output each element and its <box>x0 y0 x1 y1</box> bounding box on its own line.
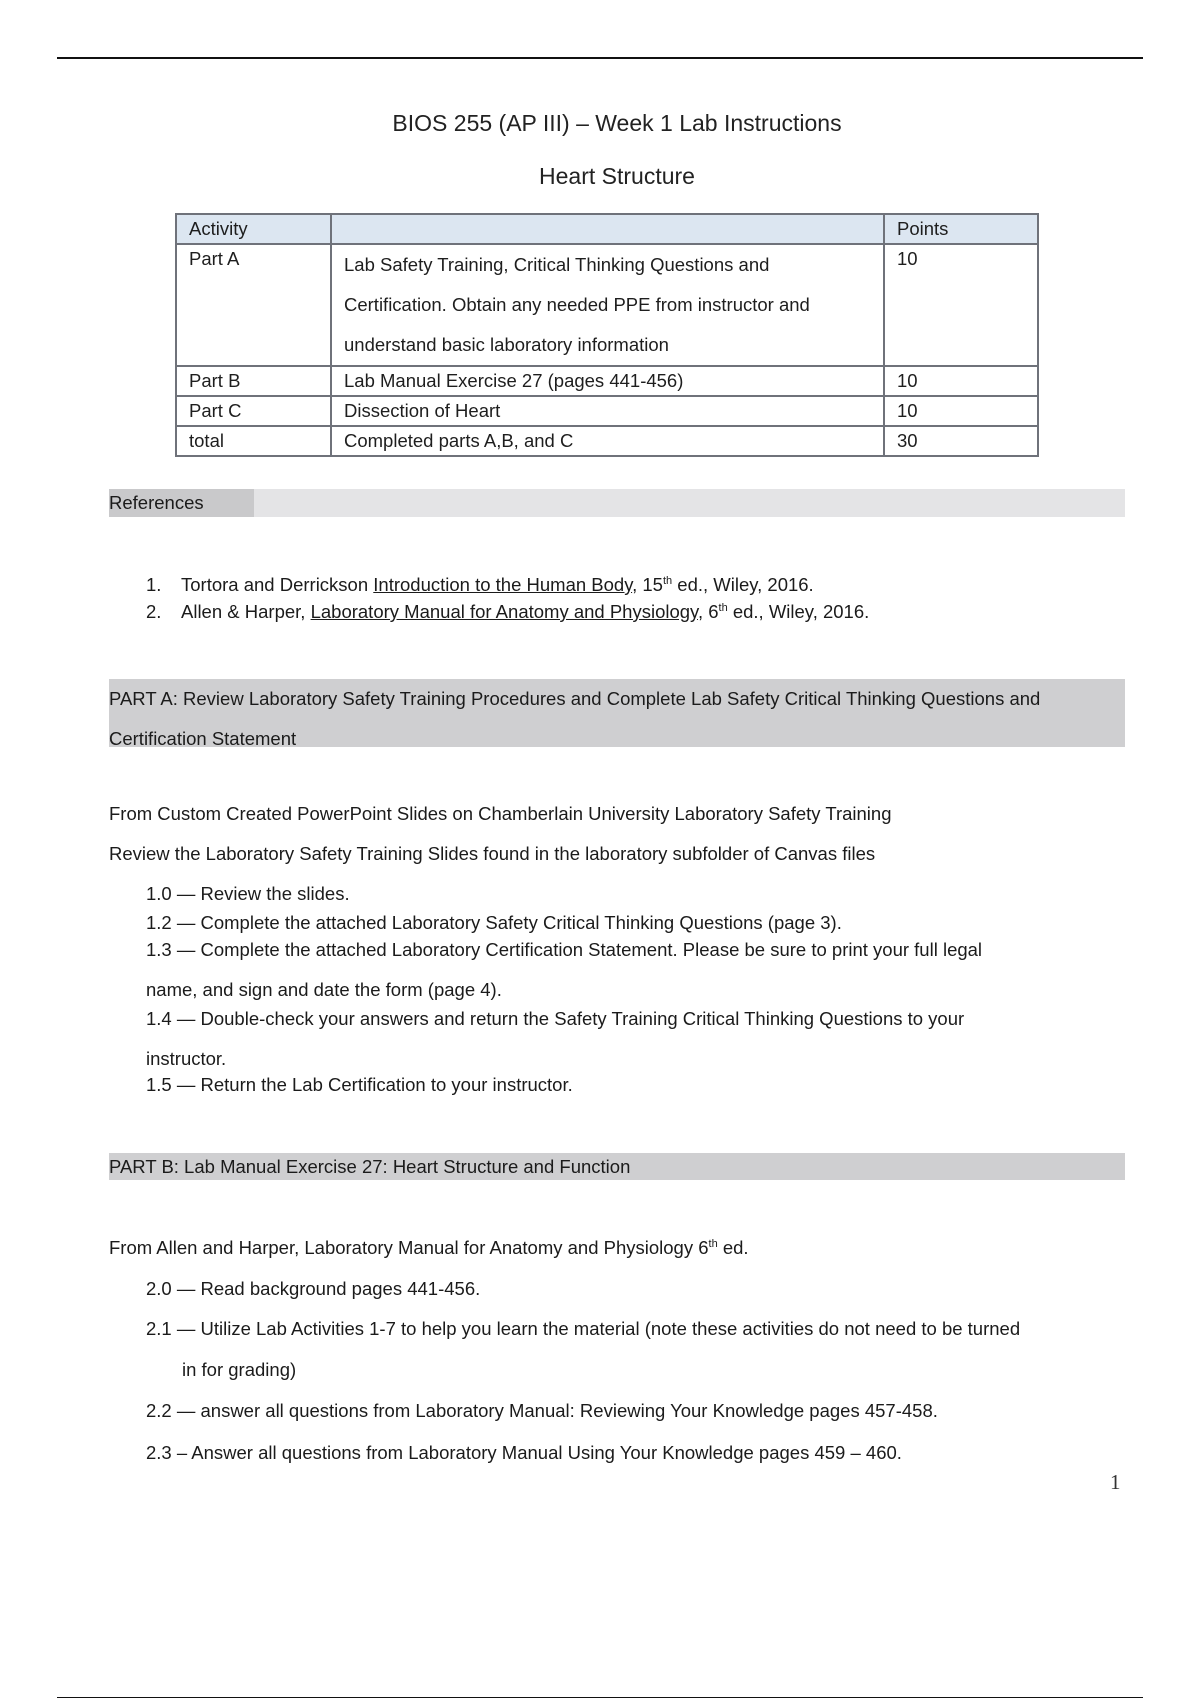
part-b-step: 2.2 — answer all questions from Laboratory Manual: Reviewing Your Knowledge pages 457-458. <box>146 1400 938 1421</box>
references-heading-band <box>109 489 1125 517</box>
top-rule <box>57 57 1143 59</box>
document-subtitle: Heart Structure <box>539 163 695 189</box>
part-a-step: 1.4 — Double-check your answers and return the Safety Training Critical Thinking Questions to your <box>146 1008 965 1029</box>
table-header-points: Points <box>884 214 1038 244</box>
part-b-step: 2.3 – Answer all questions from Laboratory Manual Using Your Knowledge pages 459 – 460. <box>146 1442 902 1463</box>
reference-publisher: ed., Wiley, 2016. <box>672 574 814 595</box>
reference-edition-suffix: th <box>718 601 728 614</box>
reference-edition: , 15 <box>632 574 663 595</box>
table-cell-activity: Part C <box>176 396 331 426</box>
reference-book-title: Laboratory Manual for Anatomy and Physiology <box>310 601 698 622</box>
part-b-heading: PART B: Lab Manual Exercise 27: Heart Structure and Function <box>109 1153 1125 1180</box>
table-cell-points: 10 <box>884 244 1038 366</box>
part-a-step-continuation: name, and sign and date the form (page 4). <box>146 979 502 1000</box>
part-a-step: 1.0 — Review the slides. <box>146 883 350 904</box>
part-a-intro-review: Review the Laboratory Safety Training Slides found in the laboratory subfolder of Canvas files <box>109 843 876 864</box>
table-header-activity: Activity <box>176 214 331 244</box>
table-cell-description: Lab Manual Exercise 27 (pages 441-456) <box>331 366 884 396</box>
part-a-step: 1.2 — Complete the attached Laboratory Safety Critical Thinking Questions (page 3). <box>146 912 842 933</box>
table-row <box>176 396 1038 426</box>
table-header-row <box>176 214 1038 244</box>
part-b-intro-text: From Allen and Harper, Laboratory Manual for Anatomy and Physiology 6 <box>109 1237 709 1258</box>
part-b-intro <box>109 1228 749 1268</box>
reference-edition: , 6 <box>697 601 719 622</box>
table-cell-description: Completed parts A,B, and C <box>331 426 884 456</box>
part-b-intro-end: ed. <box>717 1237 749 1258</box>
bottom-rule <box>57 1697 1143 1698</box>
part-b-step: 2.0 — Read background pages 441-456. <box>146 1278 481 1299</box>
reference-book-title: Introduction to the Human Body <box>373 574 633 595</box>
part-a-step: 1.5 — Return the Lab Certification to your instructor. <box>146 1074 573 1095</box>
page-number: 1 <box>1110 1470 1121 1494</box>
part-b-step: 2.1 — Utilize Lab Activities 1-7 to help you learn the material (note these activities do not need to be turned <box>146 1318 1021 1339</box>
part-a-step-continuation: instructor. <box>146 1048 227 1069</box>
part-a-intro-source: From Custom Created PowerPoint Slides on Chamberlain University Laboratory Safety Training <box>109 803 892 824</box>
table-cell-points: 10 <box>884 366 1038 396</box>
table-cell-activity: total <box>176 426 331 456</box>
table-cell-points: 10 <box>884 396 1038 426</box>
part-a-step: 1.3 — Complete the attached Laboratory Certification Statement. Please be sure to print your full legal <box>146 939 983 960</box>
reference-number: 2. <box>146 601 162 622</box>
references-list <box>146 571 869 625</box>
reference-number: 1. <box>146 574 162 595</box>
points-table <box>175 213 1039 457</box>
table-row <box>176 426 1038 456</box>
part-a-heading: PART A: Review Laboratory Safety Training Procedures and Complete Lab Safety Critical Thinking Questions and Certification Statement <box>109 679 1125 747</box>
reference-edition-suffix: th <box>662 574 673 587</box>
table-row <box>176 366 1038 396</box>
list-item <box>146 598 869 625</box>
table-cell-activity: Part A <box>176 244 331 366</box>
reference-authors: Allen & Harper, <box>181 601 311 622</box>
table-header-description <box>331 214 884 244</box>
table-cell-activity: Part B <box>176 366 331 396</box>
list-item <box>146 571 869 598</box>
document-title: BIOS 255 (AP III) – Week 1 Lab Instructions <box>392 110 842 136</box>
table-cell-description: Dissection of Heart <box>331 396 884 426</box>
reference-authors: Tortora and Derrickson <box>181 574 374 595</box>
reference-publisher: ed., Wiley, 2016. <box>727 601 870 622</box>
part-b-edition-suffix: th <box>708 1237 718 1250</box>
part-b-step-continuation: in for grading) <box>182 1359 297 1380</box>
table-cell-description: Lab Safety Training, Critical Thinking Questions and Certification. Obtain any needed PPE from instructor and understand basic laboratory information <box>331 244 884 366</box>
table-row <box>176 244 1038 366</box>
references-heading: References <box>109 489 254 517</box>
table-cell-points: 30 <box>884 426 1038 456</box>
